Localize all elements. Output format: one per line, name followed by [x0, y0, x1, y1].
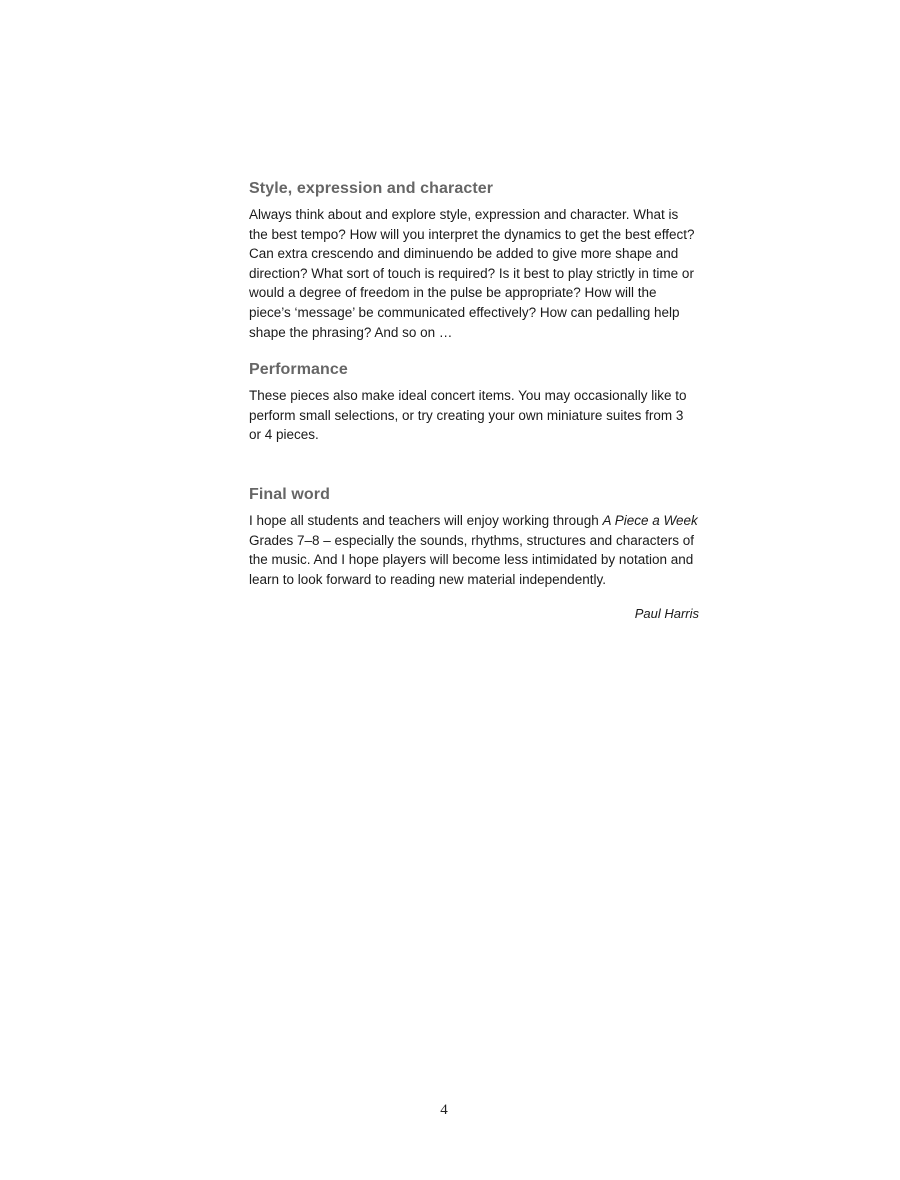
section-heading: Style, expression and character	[249, 180, 494, 197]
section-heading: Performance	[249, 361, 348, 379]
body-text: I hope all students and teachers will enjoy working through	[249, 512, 603, 528]
section-final-word	[249, 484, 699, 623]
page-number: 4	[440, 1102, 448, 1118]
body-text: Grades 7–8 – especially the sounds, rhythms, structures and characters of the music. And I hope players will become less intimidated by notation and learn to look forward to reading new material independently.	[249, 532, 694, 587]
page-content	[249, 178, 699, 623]
section-body: These pieces also make ideal concert items. You may occasionally like to perform small selections, or try creating your own miniature suites from 3 or 4 pieces.	[249, 388, 687, 443]
book-title: A Piece a Week	[602, 512, 698, 528]
section-body	[249, 511, 699, 589]
section-heading: Final word	[249, 485, 330, 503]
section-style-expression	[249, 178, 699, 342]
section-body: Always think about and explore style, expression and character. What is the best tempo? How will you interpret the dynamics to get the best effect? Can extra crescendo and diminuendo be added to give more shape and direction? What sort of touch is required? Is it best to play strictly in time or would a degree of freedom in the pulse be appropriate? How will the piece’s ‘message’ be communicated effectively? How can pedalling help shape the phrasing? And so on …	[249, 207, 695, 340]
author-signature: Paul Harris	[634, 606, 699, 622]
section-performance	[249, 359, 699, 445]
